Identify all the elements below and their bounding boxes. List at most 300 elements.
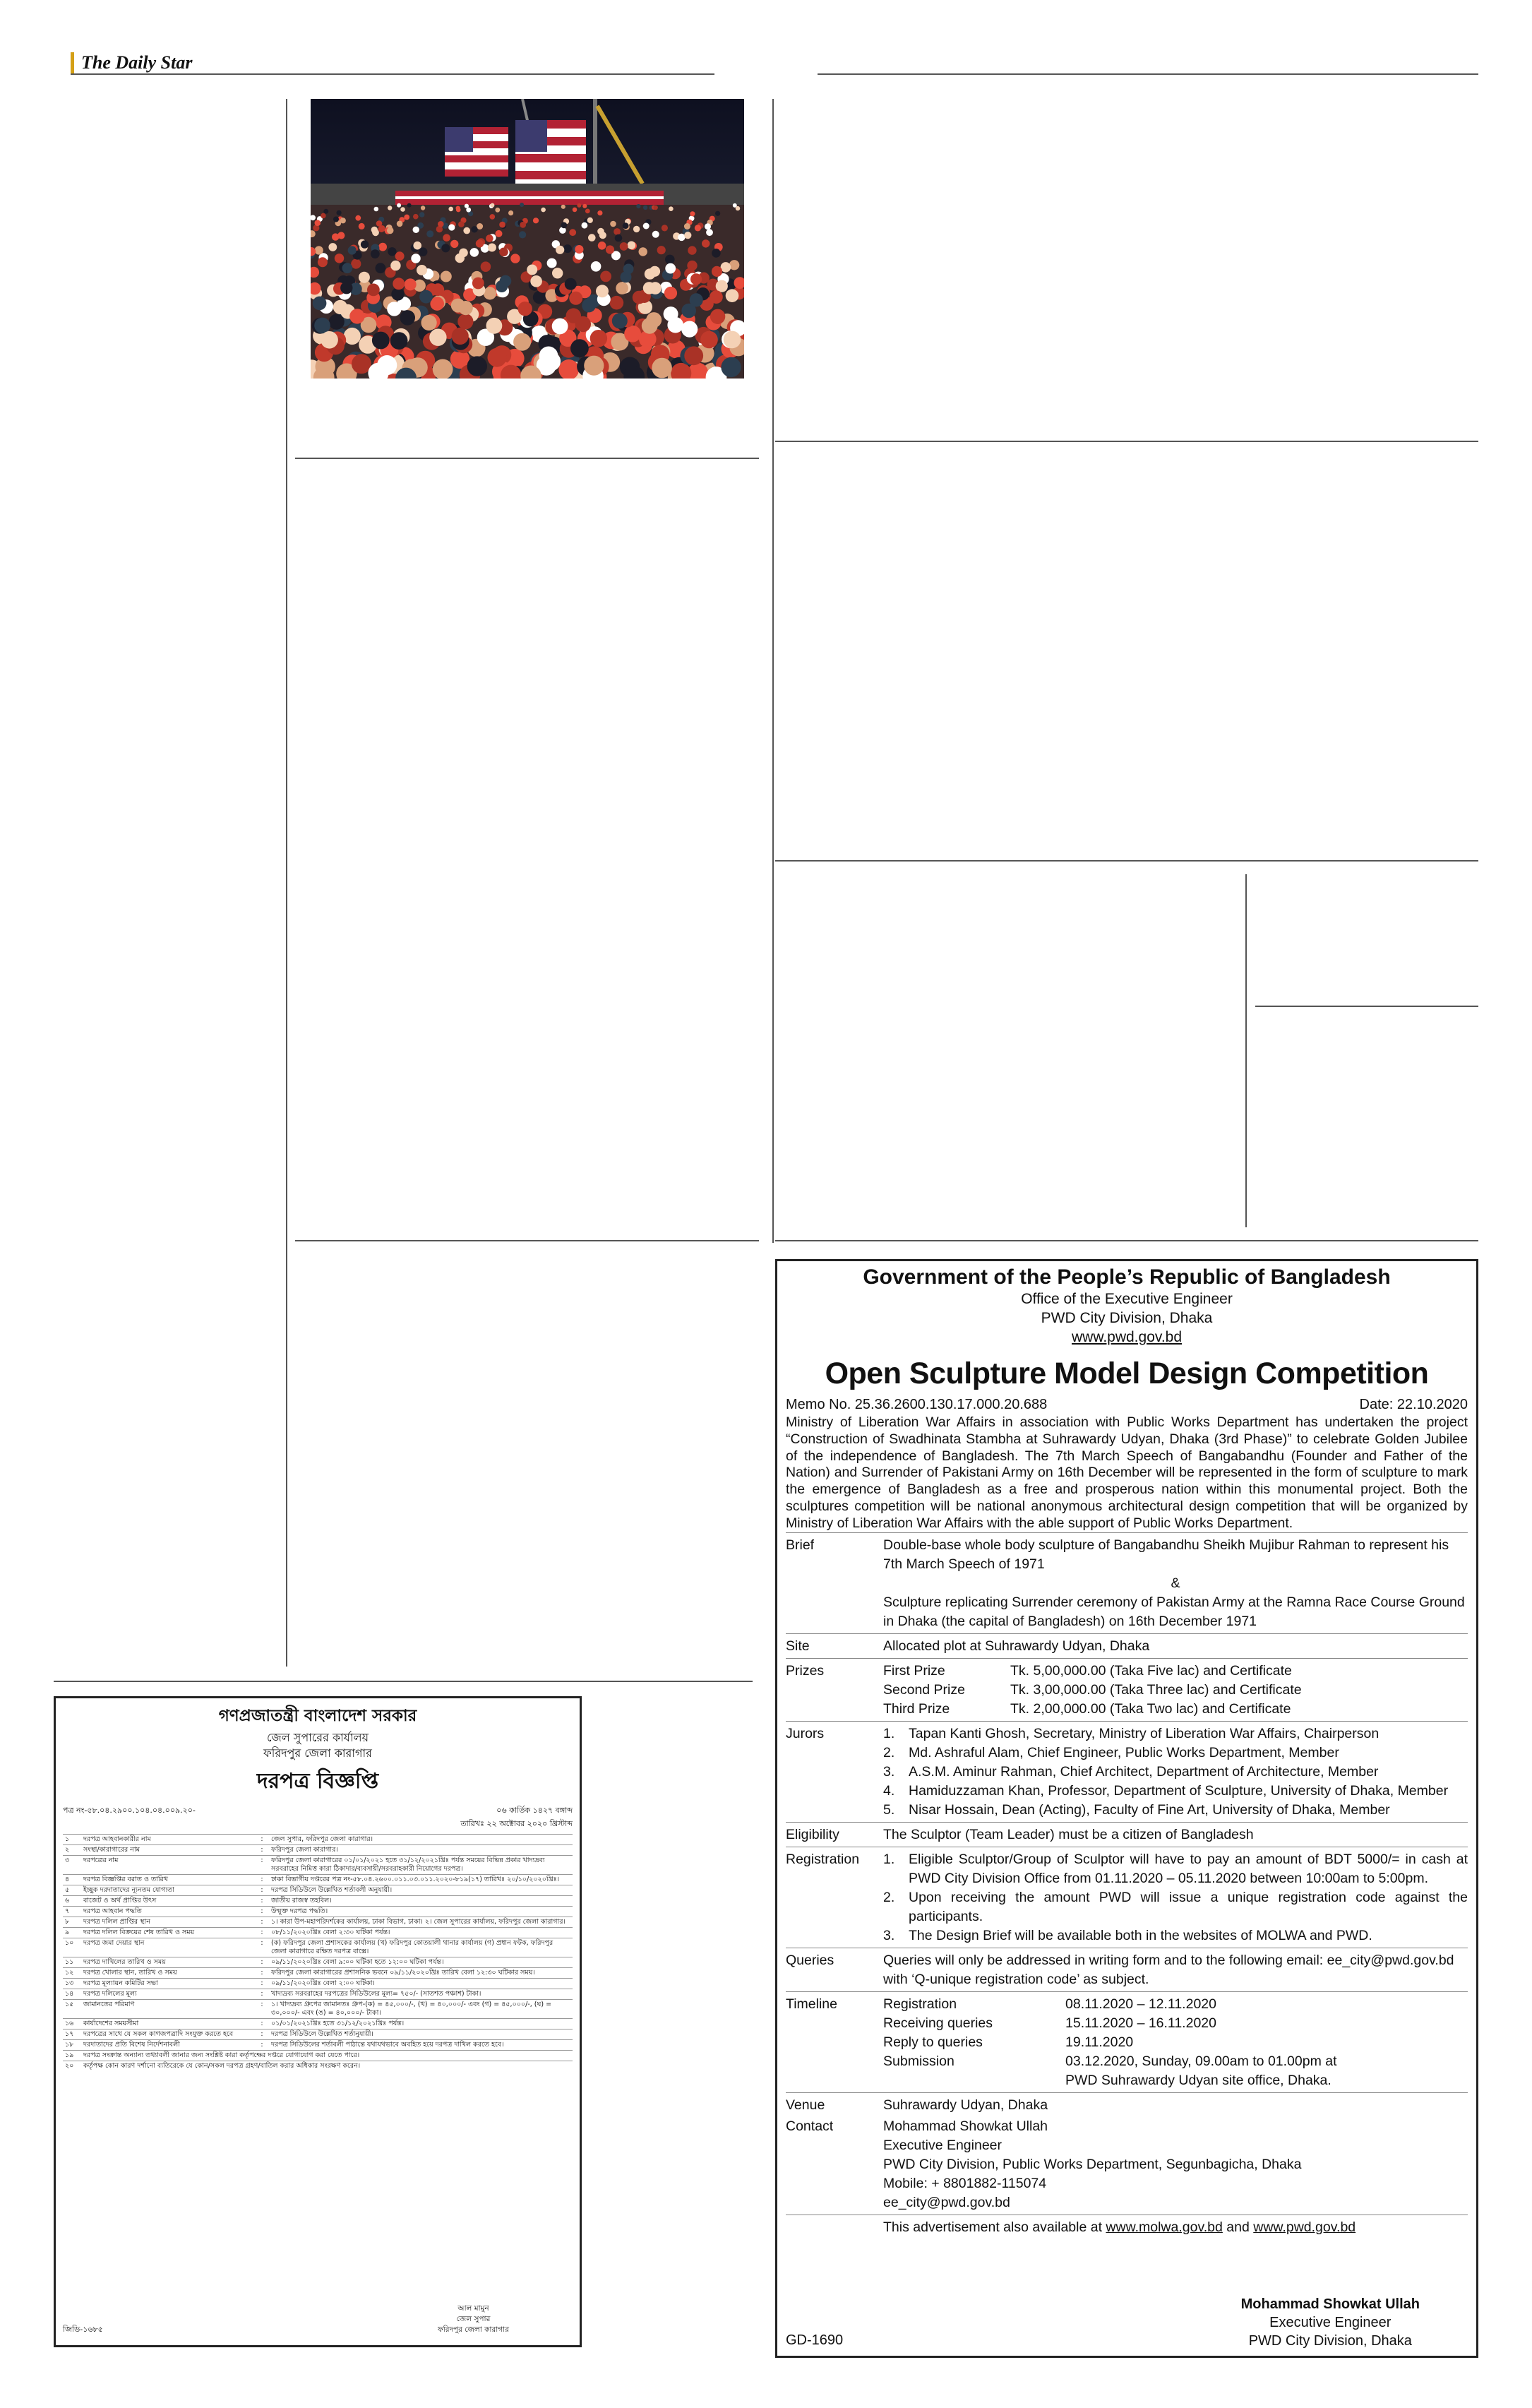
prize-amount: Tk. 5,00,000.00 (Taka Five lac) and Certificate: [1010, 1662, 1292, 1679]
venue-value: Suhrawardy Udyan, Dhaka: [883, 2097, 1048, 2113]
tender-row: [63, 1979, 573, 1989]
tender-row-value: দরপত্র সিডিউলে উল্লেখিত শর্তাবলী অনুযায়ী।: [269, 1885, 573, 1896]
crowd-figure: [388, 247, 396, 256]
crowd-figure: [463, 227, 470, 234]
us-flag-right: [515, 120, 586, 184]
tender-row-value: দরপত্র সিডিউলের শর্তাবলী পাঠান্তে যথাযথভাবে অবহিত হয়ে দরপত্র দাখিল করতে হবে।: [269, 2040, 573, 2051]
tender-row-colon: :: [255, 2019, 269, 2029]
crowd-figure: [623, 264, 634, 275]
tender-row-value: উন্মুক্ত দরপত্র পদ্ধতি।: [269, 1907, 573, 1917]
tender-row-number: ৫: [63, 1885, 81, 1896]
section-rule: [54, 1681, 753, 1682]
crowd-figure: [333, 217, 339, 222]
crowd-figure: [395, 251, 405, 261]
crowd-figure: [340, 282, 352, 294]
contact-line: PWD City Division, Public Works Department, Segunbagicha, Dhaka: [883, 2156, 1302, 2172]
prize-amount: Tk. 2,00,000.00 (Taka Two lac) and Certificate: [1010, 1700, 1291, 1717]
timeline-value: 08.11.2020 – 12.11.2020: [1065, 1996, 1216, 2012]
us-flag-left: [445, 127, 508, 177]
tender-row-colon: :: [255, 1979, 269, 1989]
crowd-figure: [591, 261, 602, 272]
crowd-figure: [702, 239, 710, 247]
crowd-figure: [684, 346, 703, 365]
crowd-figure: [654, 205, 658, 210]
timeline-value: 03.12.2020, Sunday, 09.00am to 01.00pm at: [1065, 2053, 1337, 2069]
crowd-figure: [481, 261, 491, 272]
crowd-figure: [710, 290, 723, 304]
crowd-figure: [712, 249, 721, 258]
tender-table: [63, 1834, 573, 2071]
tender-row-number: ১২: [63, 1968, 81, 1979]
tender-row-value: ০৯/১১/২০২০খ্রিঃ বেলা ৯:০০ ঘটিকা হতে ১২:০০ ঘটিকা পর্যন্ত।: [269, 1957, 573, 1968]
tender-row-number: ১: [63, 1835, 81, 1845]
contact-row: [786, 2117, 1468, 2215]
crowd-figure: [695, 225, 701, 231]
crowd-figure: [729, 260, 739, 270]
tender-row: [63, 2061, 573, 2072]
tender-row-number: ১৪: [63, 1989, 81, 2000]
jurors-label: Jurors: [786, 1725, 825, 1741]
ad-website-link[interactable]: www.pwd.gov.bd: [1071, 1329, 1183, 1345]
tender-office: জেল সুপারের কার্যালয়: [266, 1731, 369, 1744]
tender-row: [63, 2040, 573, 2051]
crowd-figure: [681, 304, 696, 318]
crowd-figure: [315, 220, 321, 226]
crowd-figure: [351, 259, 361, 269]
tender-row-label: দরপত্র দলিলের মূল্য: [81, 1989, 255, 2000]
eligibility-label: Eligibility: [786, 1826, 839, 1842]
tender-code: জিডি-১৬৮৫: [63, 2325, 103, 2334]
crowd-figure: [590, 330, 607, 347]
tender-row-number: ১৩: [63, 1979, 81, 1989]
crowd-figure: [376, 263, 386, 273]
tender-row-value: ০৮/১১/২০২০খ্রিঃ বেলা ২:৩০ ঘটিকা পর্যন্ত।: [269, 1928, 573, 1938]
crowd-figure: [726, 289, 739, 302]
crowd-figure: [573, 208, 578, 213]
crowd-figure: [597, 228, 604, 235]
crowd-figure: [349, 309, 364, 323]
crowd-figure: [355, 215, 361, 221]
tender-row-value: ফরিদপুর জেলা কারাগারের প্রশাসনিক ভবনে ০৯/১১/২০২০খ্রিঃ তারিখ বেলা ১২:৩০ ঘটিকার সময়।: [269, 1968, 573, 1979]
site-row: [786, 1633, 1468, 1658]
crowd-figure: [371, 249, 380, 258]
crowd-figure: [321, 213, 326, 219]
tender-row-colon: :: [255, 1928, 269, 1938]
crowd-figure: [413, 227, 419, 233]
tender-row: [63, 1896, 573, 1907]
tender-row-value: জেল সুপার, ফরিদপুর জেলা কারাগার।: [269, 1835, 573, 1845]
crowd-figure: [569, 229, 576, 236]
timeline-key: Receiving queries: [883, 2015, 993, 2031]
tender-row: [63, 1968, 573, 1979]
molwa-link[interactable]: www.molwa.gov.bd: [1106, 2219, 1223, 2235]
crowd-figure: [588, 234, 596, 242]
crowd-figure: [488, 348, 507, 367]
tender-row-value: ০৯/১১/২০২০খ্রিঃ বেলা ২:০০ ঘটিকা।: [269, 1979, 573, 1989]
crowd-figure: [643, 205, 647, 210]
tender-row-colon: :: [255, 1989, 269, 2000]
crowd-figure: [700, 331, 718, 349]
tender-row: [63, 1957, 573, 1968]
tender-gov-title: গণপ্রজাতন্ত্রী বাংলাদেশ সরকার: [218, 1707, 417, 1725]
prizes-label: Prizes: [786, 1662, 825, 1679]
juror-name: Nisar Hossain, Dean (Acting), Faculty of Fine Art, University of Dhaka, Member: [909, 1801, 1390, 1818]
crowd-figure: [598, 242, 606, 250]
timeline-key: Reply to queries: [883, 2034, 983, 2050]
crowd-figure: [448, 224, 455, 230]
crowd-figure: [405, 278, 417, 290]
tender-row-colon: :: [255, 1938, 269, 1957]
crowd-figure: [377, 355, 397, 375]
ad-date: Date: 22.10.2020: [1359, 1397, 1468, 1412]
tender-row-value: ফরিদপুর জেলা কারাগার।: [269, 1845, 573, 1856]
crowd-figure: [390, 261, 400, 270]
registration-number: 1.: [883, 1851, 895, 1867]
tender-row: [63, 1845, 573, 1856]
tender-date: তারিখঃ ২২ অক্টোবর ২০২০ খ্রিস্টাব্দ: [460, 1819, 573, 1828]
tender-row-number: ১৯: [63, 2051, 81, 2061]
timeline-key: Registration: [883, 1996, 957, 2012]
crowd-figure: [633, 226, 640, 232]
tender-row-label: দরপত্র খোলার স্থান, তারিখ ও সময়: [81, 1968, 255, 1979]
juror-name: Hamiduzzaman Khan, Professor, Department of Sculpture, University of Dhaka, Member: [909, 1782, 1449, 1799]
tender-row-value: ১। কারা উপ-মহাপরিদর্শকের কার্যালয়, ঢাকা বিভাগ, ঢাকা। ২। জেল সুপারের কার্যালয়, ফরিদপুর জেলা কারাগার।: [269, 1917, 573, 1928]
ad-division: PWD City Division, Dhaka: [1041, 1310, 1213, 1326]
tender-row-number: ১৫: [63, 2000, 81, 2019]
crowd-figure: [455, 254, 465, 263]
tender-row-value: ০১/০১/২০২১খ্রিঃ হতে ৩১/১২/২০২১খ্রিঃ পর্যন্ত।: [269, 2019, 573, 2029]
crowd-figure: [527, 265, 537, 275]
crowd-figure: [570, 339, 589, 357]
tender-row-value: (ক) ফরিদপুর জেলা প্রশাসকের কার্যালয় (খ) ফরিদপুর কোতয়ালী থানার কার্যালয় (গ) প্রধান ফটক, ফরিদপুর জেলা কারাগারে রক্ষিত দরপত্র বাক্সে।: [269, 1938, 573, 1957]
crowd-figure: [669, 206, 674, 211]
registration-step: Eligible Sculptor/Group of Sculptor will have to pay an amount of BDT 5000/= in cash at PWD City Division Office from 01.11.2020 – 05.11.2020 between 10:00am to 5:00pm.: [909, 1851, 1468, 1886]
crowd-figure: [429, 329, 446, 346]
tender-row-colon: :: [255, 1957, 269, 1968]
signatory-name: Mohammad Showkat Ullah: [1240, 2296, 1420, 2312]
crowd-figure: [332, 233, 339, 240]
masthead: [71, 52, 192, 73]
tender-row-number: ৩: [63, 1856, 81, 1875]
queries-row: [786, 1948, 1468, 1991]
crowd-figure: [417, 265, 427, 275]
contact-email[interactable]: ee_city@pwd.gov.bd: [883, 2194, 1010, 2210]
crowd-figure: [499, 248, 508, 257]
crowd-figure: [705, 223, 711, 230]
column-divider-small: [1245, 874, 1247, 1227]
crowd-figure: [340, 217, 346, 223]
crowd-figure: [652, 358, 672, 379]
crowd-figure: [539, 347, 558, 366]
contact-line: Executive Engineer: [883, 2137, 1003, 2153]
crowd-figure: [610, 296, 624, 310]
crowd-figure: [458, 221, 465, 227]
crowd-figure: [411, 254, 420, 263]
crowd-figure: [518, 302, 532, 316]
ad-header-title: Government of the People’s Republic of Bangladesh: [863, 1265, 1391, 1289]
crowd-figure: [657, 246, 666, 254]
crowd-figure: [678, 234, 685, 241]
crowd-figure: [721, 357, 741, 377]
tender-row-number: ১০: [63, 1938, 81, 1957]
crowd-figure: [499, 222, 505, 228]
crowd-figure: [597, 210, 602, 215]
crowd-figure: [510, 254, 520, 263]
crowd-figure: [643, 223, 650, 230]
juror-number: 4.: [883, 1782, 895, 1799]
crowd-figure: [397, 221, 403, 227]
section-rule: [775, 441, 1478, 442]
tender-sig-name: আল মামুন: [457, 2304, 489, 2313]
prize-amount: Tk. 3,00,000.00 (Taka Three lac) and Certificate: [1010, 1681, 1302, 1698]
masthead-title: The Daily Star: [81, 52, 193, 73]
tender-row-number: ১৮: [63, 2040, 81, 2051]
brief-row: [786, 1532, 1468, 1633]
signatory-title: Executive Engineer: [1269, 2315, 1392, 2330]
crowd-figure: [450, 240, 458, 248]
crowd-figure: [662, 225, 668, 231]
tender-row: [63, 1856, 573, 1875]
tender-row: [63, 1917, 573, 1928]
crowd-figure: [569, 292, 582, 305]
timeline-extra: PWD Suhrawardy Udyan site office, Dhaka.: [1065, 2072, 1331, 2088]
tender-signatory: [438, 2303, 509, 2335]
crowd-figure: [667, 317, 683, 333]
crowd-figure: [419, 290, 433, 304]
crowd-figure: [407, 203, 412, 208]
registration-step: The Design Brief will be available both in the websites of MOLWA and PWD.: [909, 1927, 1372, 1943]
crowd-figure: [476, 239, 484, 247]
crowd-figure: [561, 222, 567, 229]
crowd-figure: [587, 217, 593, 223]
tender-row-number: ২০: [63, 2061, 81, 2072]
tender-row-label: জামানতের পরিমাণ: [81, 2000, 255, 2019]
tender-row-colon: :: [255, 1856, 269, 1875]
crowd-figure: [664, 287, 677, 299]
signatory-office: PWD City Division, Dhaka: [1248, 2333, 1412, 2349]
crowd-figure: [610, 221, 616, 227]
crowd-figure: [533, 217, 539, 223]
prize-name: Second Prize: [883, 1681, 965, 1698]
queries-value: Queries will only be addressed in writing form and to the following email: ee_city@pwd.gov.bd with ‘Q-unique registration code’ as subject.: [883, 1952, 1454, 1987]
jurors-row: [786, 1721, 1468, 1822]
crowd-figure: [577, 203, 581, 208]
crowd-figure: [547, 258, 557, 268]
tender-row-value: ১। খাদ্যদ্রব্য গ্রুপের জামানতঃ গ্রুপ-(ক) = ৪৫,০০০/-, (খ) = ৪০,০০০/- এবং (গ) = ৪৫,০০০/-, (ঘ) = ৩০,০০০/- এবং (ঙ) = ৪০,০০০/- টাকা।: [269, 2000, 573, 2019]
crowd-figure: [520, 203, 524, 207]
crowd-figure: [624, 326, 641, 342]
masthead-accent-bar: [71, 52, 74, 73]
ad-intro: Ministry of Liberation War Affairs in association with Public Works Department has undertaken the project “Construction of Swadhinata Stambha at Suhrawardy Udyan, Dhaka (3rd Phase)” to celebrate Golden Jubilee of the independence of Bangladesh. The 7th March Speech of Bangabandhu (Founder and Father of the Nation) and Surrender of Pakistani Army on 16th December will be represented in the form of sculpture to mark the emergence of Bangladesh as a free and prosperous nation within this monumental project. Both the sculptures competition will be national anonymous architectural design competition that will be organized by Ministry of Liberation War Affairs with the able support of Public Works Department.: [786, 1414, 1468, 1531]
tender-row: [63, 2051, 573, 2061]
tender-row-label: দরপত্র দলিল বিক্রয়ের শেষ তারিখ ও সময়: [81, 1928, 255, 1938]
tender-row: [63, 2029, 573, 2040]
availability-row: [786, 2215, 1468, 2239]
tender-row-label: দরপত্রের নাম: [81, 1856, 255, 1875]
section-rule: [295, 458, 759, 459]
crowd-figure: [646, 312, 662, 328]
crowd-figure: [329, 314, 345, 330]
crowd-figure: [470, 248, 479, 257]
tender-row-label: কার্যাদেশের সময়সীমা: [81, 2019, 255, 2029]
tender-row-colon: :: [255, 1885, 269, 1896]
crowd-figure: [441, 271, 452, 282]
crowd-figure: [466, 208, 471, 213]
crowd-figure: [400, 310, 415, 326]
tender-row-colon: :: [255, 1835, 269, 1845]
crowd-figure: [620, 242, 628, 251]
juror-name: Tapan Kanti Ghosh, Secretary, Ministry of Liberation War Affairs, Chairperson: [909, 1725, 1380, 1741]
crowd-figure: [710, 309, 725, 324]
crowd-figure: [508, 210, 513, 215]
tender-row-number: ৭: [63, 1907, 81, 1917]
crowd-figure: [313, 297, 327, 311]
tender-row-label: দরপত্র দলিল প্রাপ্তির স্থান: [81, 1917, 255, 1928]
crowd-figure: [456, 208, 461, 213]
crowd-figure: [323, 209, 328, 214]
crowd-figure: [438, 221, 444, 227]
crowd-figure: [552, 318, 568, 335]
header-rule-left: [71, 73, 714, 75]
queries-label: Queries: [786, 1952, 834, 1968]
juror-number: 2.: [883, 1744, 895, 1760]
section-rule: [295, 1240, 759, 1241]
crowd-figure: [600, 271, 611, 282]
brief-label: Brief: [786, 1537, 815, 1553]
pwd-link[interactable]: www.pwd.gov.bd: [1253, 2219, 1356, 2235]
tender-sig-title: জেল সুপার: [456, 2315, 491, 2323]
tender-memo: পত্র নং-৫৮.০৪.২৯০০.১০৪.০৪.০০৯.২০-: [63, 1806, 196, 1815]
crowd-figure: [596, 285, 609, 297]
venue-row: [786, 2092, 1468, 2117]
contact-line: Mobile: + 8801882-115074: [883, 2175, 1047, 2191]
section-rule: [775, 1240, 1478, 1241]
tender-row: [63, 1885, 573, 1896]
tender-row: [63, 1938, 573, 1957]
tender-row-number: ২: [63, 1845, 81, 1856]
crowd-figure: [575, 245, 583, 254]
tender-prison: ফরিদপুর জেলা কারাগার: [263, 1746, 372, 1760]
section-rule: [775, 860, 1478, 862]
crowd-figure: [561, 205, 565, 209]
tender-row-colon: :: [255, 1917, 269, 1928]
crowd-figure: [471, 226, 477, 232]
tender-row-value: ঢাকা বিভাগীয় দপ্তরের পত্র নং-৫৮.০৪.২৬০০.০১১.০৩.০১১.২০২০-৮১৯(১৭) তারিখঃ ২০/১০/২০২০খ্রিঃ।: [269, 1875, 573, 1885]
tender-row-label: দরপত্র মূল্যায়ন কমিটির সভা: [81, 1979, 255, 1989]
brief-item: Sculpture replicating Surrender ceremony of Pakistan Army at the Ramna Race Course Ground in Dhaka (the capital of Bangladesh) on 16th December 1971: [883, 1594, 1465, 1629]
crowd-figure: [706, 229, 713, 236]
crowd-figure: [472, 278, 484, 290]
crowd-figure: [636, 204, 640, 208]
crowd-figure: [397, 203, 401, 208]
crowd-figure: [690, 273, 702, 285]
prize-name: Third Prize: [883, 1700, 950, 1717]
site-value: Allocated plot at Suhrawardy Udyan, Dhaka: [883, 1638, 1150, 1654]
timeline-value: 19.11.2020: [1065, 2034, 1134, 2050]
column-divider-left: [286, 99, 287, 1667]
tender-row: [63, 1875, 573, 1885]
ad-gd-code: GD-1690: [786, 2332, 844, 2348]
availability-text: This advertisement also available at: [883, 2219, 1106, 2235]
crowd-figure: [467, 356, 487, 376]
crowd-figure: [615, 234, 623, 242]
venue-label: Venue: [786, 2097, 825, 2113]
crowd-figure: [387, 302, 401, 316]
tender-row-label: বাজেট ও অর্থ প্রাপ্তির উৎস: [81, 1896, 255, 1907]
tender-row-colon: :: [255, 1907, 269, 1917]
crowd-figure: [652, 231, 659, 238]
crowd-figure: [378, 226, 385, 232]
juror-number: 3.: [883, 1763, 895, 1780]
tender-row-value: ফরিদপুর জেলা কারাগারের ০১/০১/২০২১ হতে ৩১/১২/২০২১খ্রিঃ পর্যন্ত সময়ের বিভিন্ন প্রকার খাদ্যদ্রব্য সরবরাহের নিমিত্ত কারা ঠিকাদার/ব্যবসায়ী/সরবরাহকারী নিয়োগের দরপত্র।: [269, 1856, 573, 1875]
tender-row-label: দরপত্র আহবানকারীর নাম: [81, 1835, 255, 1845]
crowd-figure: [372, 229, 379, 236]
crowd-figure: [490, 214, 496, 220]
crowd-figure: [321, 331, 338, 349]
crowd-figure: [628, 242, 636, 250]
tender-notice: [54, 1696, 582, 2347]
crowd-figure: [390, 332, 408, 350]
tender-row-number: ১৬: [63, 2019, 81, 2029]
crowd-figure: [688, 246, 696, 254]
tender-row: [63, 1928, 573, 1938]
crowd-figure: [457, 314, 473, 329]
ad-office: Office of the Executive Engineer: [1021, 1291, 1233, 1307]
timeline-row: [786, 1991, 1468, 2092]
tender-heading: দরপত্র বিজ্ঞপ্তি: [256, 1769, 379, 1794]
tender-row-colon: :: [255, 1896, 269, 1907]
tender-row-label: দরপত্র আহবান পদ্ধতি: [81, 1907, 255, 1917]
tender-row: [63, 1989, 573, 2000]
crowd-figure: [712, 266, 722, 277]
ad-memo-number: Memo No. 25.36.2600.130.17.000.20.688: [786, 1397, 1048, 1412]
crowd-figure: [486, 234, 493, 242]
crowd-figure: [413, 214, 419, 220]
contact-line: Mohammad Showkat Ullah: [883, 2118, 1048, 2134]
tender-row-label: দরপত্র বিজ্ঞপ্তির বরাত ও তারিখ: [81, 1875, 255, 1885]
crowd-figure: [314, 318, 330, 334]
crowd-figure: [606, 245, 614, 254]
crowd-figure: [443, 234, 450, 242]
timeline-label: Timeline: [786, 1996, 837, 2012]
tender-row-number: ৪: [63, 1875, 81, 1885]
crowd-figure: [612, 313, 628, 328]
crowd-figure: [484, 287, 496, 299]
juror-number: 5.: [883, 1801, 895, 1818]
crowd-figure: [513, 333, 531, 351]
tender-row-number: ১৭: [63, 2029, 81, 2040]
tender-row: [63, 1907, 573, 1917]
juror-name: Md. Ashraful Alam, Chief Engineer, Public Works Department, Member: [909, 1744, 1339, 1760]
timeline-key: Submission: [883, 2053, 954, 2069]
crowd-figure: [421, 205, 425, 210]
crowd-figure: [585, 209, 590, 214]
sculpture-competition-ad: [775, 1259, 1478, 2358]
tender-row-number: ৮: [63, 1917, 81, 1928]
crowd-figure: [582, 204, 587, 208]
site-label: Site: [786, 1638, 810, 1654]
crowd-figure: [337, 210, 342, 215]
crowd-figure: [582, 299, 596, 313]
prize-name: First Prize: [883, 1662, 945, 1679]
tender-row-label: দরদাতাদের প্রতি বিশেষ নির্দেশনাবলী: [81, 2040, 255, 2051]
crowd-figure: [490, 203, 494, 208]
signatory-block: [1241, 2295, 1420, 2350]
tender-row-colon: :: [255, 2029, 269, 2040]
crowd-figure: [520, 222, 526, 228]
crowd-figure: [400, 207, 405, 212]
crowd-figure: [582, 222, 588, 229]
